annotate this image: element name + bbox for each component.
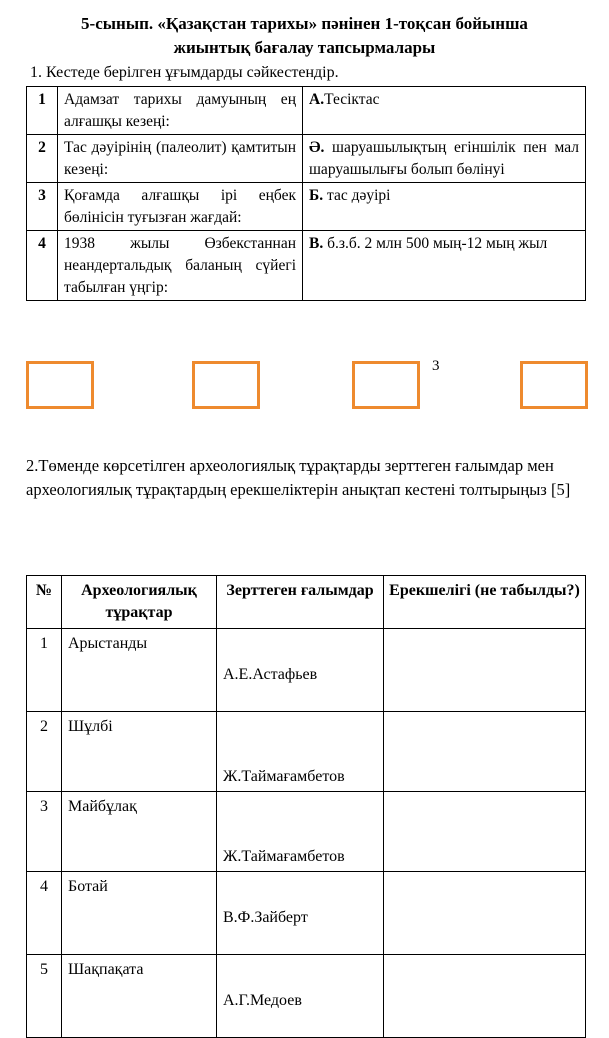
scientist-cell: А.Е.Астафьев bbox=[217, 629, 384, 712]
table-row bbox=[27, 135, 586, 183]
title-line-2: жиынтық бағалау тапсырмалары bbox=[173, 38, 436, 57]
site-cell: Шақпақата bbox=[62, 955, 217, 1038]
header-feature: Ерекшелігі (не табылды?) bbox=[384, 576, 586, 629]
score-mark: 3 bbox=[432, 358, 440, 374]
table-row bbox=[27, 792, 586, 872]
task2-instruction: 2.Төменде көрсетілген археологиялық тұрақтарды зерттеген ғалымдар мен археологиялық тұрақтардың ерекшеліктерін анықтап кестені толтырыңыз [5] bbox=[26, 456, 571, 499]
question-cell: Тас дәуірінің (палеолит) қамтитын кезеңі: bbox=[58, 135, 303, 183]
document-title bbox=[0, 12, 609, 60]
table-row bbox=[27, 183, 586, 231]
feature-cell[interactable] bbox=[384, 629, 586, 712]
question-cell: 1938 жылы Өзбекстаннан неандертальдық баланың сүйегі табылған үңгір: bbox=[58, 231, 303, 301]
answer-cell bbox=[303, 231, 586, 301]
site-cell: Арыстанды bbox=[62, 629, 217, 712]
answer-text: тас дәуірі bbox=[323, 187, 391, 204]
answer-letter: Б. bbox=[309, 187, 324, 204]
answer-box-1[interactable] bbox=[26, 361, 94, 409]
feature-cell[interactable] bbox=[384, 872, 586, 955]
scientist-cell: Ж.Таймағамбетов bbox=[217, 792, 384, 872]
answer-box-4[interactable] bbox=[520, 361, 588, 409]
answer-cell bbox=[303, 87, 586, 135]
table-row bbox=[27, 629, 586, 712]
scientist-cell: Ж.Таймағамбетов bbox=[217, 712, 384, 792]
row-number: 2 bbox=[27, 712, 62, 792]
feature-cell[interactable] bbox=[384, 712, 586, 792]
archaeology-table bbox=[26, 575, 586, 1038]
site-cell: Ботай bbox=[62, 872, 217, 955]
title-line-1: 5-сынып. «Қазақстан тарихы» пәнінен 1-тоқсан бойынша bbox=[81, 14, 528, 33]
row-number: 4 bbox=[27, 872, 62, 955]
feature-cell[interactable] bbox=[384, 792, 586, 872]
scientist-cell: А.Г.Медоев bbox=[217, 955, 384, 1038]
table-row bbox=[27, 87, 586, 135]
row-number: 2 bbox=[27, 135, 58, 183]
answer-letter: А. bbox=[309, 91, 325, 108]
row-number: 1 bbox=[27, 87, 58, 135]
answer-cell bbox=[303, 135, 586, 183]
question-cell: Адамзат тарихы дамуының ең алғашқы кезеңі: bbox=[58, 87, 303, 135]
table-row bbox=[27, 231, 586, 301]
answer-letter: В. bbox=[309, 235, 324, 252]
row-number: 5 bbox=[27, 955, 62, 1038]
header-number: № bbox=[27, 576, 62, 629]
answer-box-3[interactable] bbox=[352, 361, 420, 409]
feature-cell[interactable] bbox=[384, 955, 586, 1038]
table-row bbox=[27, 872, 586, 955]
answer-text: Тесіктас bbox=[324, 91, 380, 108]
table-row bbox=[27, 955, 586, 1038]
table-row bbox=[27, 712, 586, 792]
site-cell: Шұлбі bbox=[62, 712, 217, 792]
row-number: 3 bbox=[27, 792, 62, 872]
answer-text: шаруашылықтың егіншілік пен мал шаруашылығы болып бөлінуі bbox=[309, 139, 579, 178]
answer-cell bbox=[303, 183, 586, 231]
site-cell: Майбұлақ bbox=[62, 792, 217, 872]
row-number: 3 bbox=[27, 183, 58, 231]
header-scientist: Зерттеген ғалымдар bbox=[217, 576, 384, 629]
table-header-row bbox=[27, 576, 586, 629]
answer-box-2[interactable] bbox=[192, 361, 260, 409]
row-number: 1 bbox=[27, 629, 62, 712]
answer-text: б.з.б. 2 млн 500 мың-12 мың жыл bbox=[323, 235, 548, 252]
matching-table bbox=[26, 86, 586, 301]
question-cell: Қоғамда алғашқы ірі еңбек бөлінісін туғызған жағдай: bbox=[58, 183, 303, 231]
header-site: Археологиялық тұрақтар bbox=[62, 576, 217, 629]
task1-instruction: 1. Кестеде берілген ұғымдарды сәйкестендір. bbox=[30, 64, 339, 81]
row-number: 4 bbox=[27, 231, 58, 301]
answer-letter: Ә. bbox=[309, 139, 325, 156]
scientist-cell: В.Ф.Зайберт bbox=[217, 872, 384, 955]
